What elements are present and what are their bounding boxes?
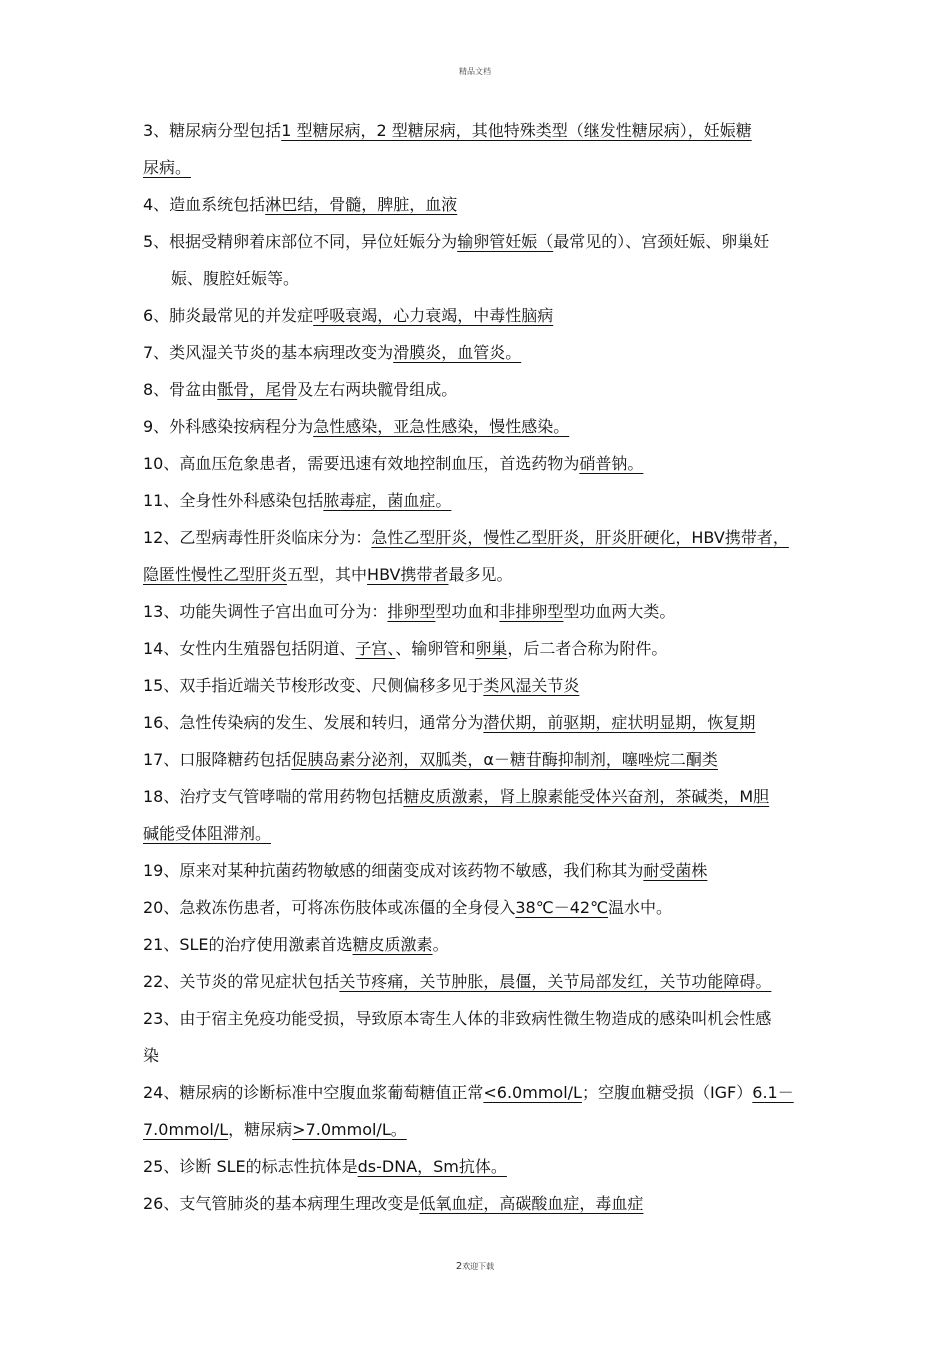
question-line bbox=[143, 926, 449, 963]
answer-text: 碱能受体阻滞剂。 bbox=[143, 824, 272, 843]
answer-text: 急性乙型肝炎，慢性乙型肝炎，肝炎肝硬化，HBV携带者， bbox=[371, 528, 789, 547]
answer-text: ds-DNA，Sm抗体。 bbox=[357, 1157, 507, 1176]
answer-text: 耐受菌株 bbox=[643, 861, 708, 880]
question-text: 11、全身性外科感染包括 bbox=[143, 491, 324, 510]
question-line bbox=[171, 260, 299, 297]
question-text: 6、肺炎最常见的并发症 bbox=[143, 306, 314, 325]
question-text: 娠、腹腔妊娠等。 bbox=[171, 269, 300, 288]
question-item bbox=[143, 519, 891, 593]
answer-text: 低氧血症，高碳酸血症，毒血症 bbox=[419, 1194, 644, 1213]
question-text: 21、SLE的治疗使用激素首选 bbox=[143, 935, 353, 954]
answer-text: 促胰岛素分泌剂，双胍类，α－糖苷酶抑制剂，噻唑烷二酮类 bbox=[291, 750, 718, 769]
question-text: 及左右两块髋骨组成。 bbox=[297, 380, 458, 399]
answer-text: 关节疼痛，关节肿胀，晨僵，关节局部发红，关节功能障碍。 bbox=[339, 972, 772, 991]
question-line bbox=[143, 889, 672, 926]
answer-text: 1 型糖尿病，2 型糖尿病，其他特殊类型（继发性糖尿病），妊娠糖 bbox=[281, 121, 752, 140]
question-line bbox=[143, 963, 771, 1000]
question-item bbox=[143, 778, 891, 852]
answer-text: 非排卵型 bbox=[499, 602, 564, 621]
question-line bbox=[143, 741, 718, 778]
question-text: 15、双手指近端关节梭形改变、尺侧偏移多见于 bbox=[143, 676, 484, 695]
question-text: 12、乙型病毒性肝炎临床分为： bbox=[143, 528, 372, 547]
question-text: 型功血和 bbox=[435, 602, 500, 621]
answer-text: >7.0mmol/L。 bbox=[292, 1120, 407, 1139]
question-text: 16、急性传染病的发生、发展和转归，通常分为 bbox=[143, 713, 484, 732]
answer-text: 骶骨，尾骨 bbox=[217, 380, 298, 399]
answer-text: 输卵管妊娠（ bbox=[457, 232, 554, 251]
question-item bbox=[143, 889, 891, 926]
question-line bbox=[143, 112, 752, 149]
answer-text: 隐匿性慢性乙型肝炎 bbox=[143, 565, 288, 584]
question-item bbox=[143, 630, 891, 667]
question-text: 22、关节炎的常见症状包括 bbox=[143, 972, 340, 991]
page-footer bbox=[0, 1261, 950, 1272]
question-line bbox=[143, 593, 675, 630]
question-item bbox=[143, 1074, 891, 1148]
question-item bbox=[143, 186, 891, 223]
question-item bbox=[143, 1185, 891, 1222]
question-line bbox=[143, 482, 451, 519]
question-text: 4、造血系统包括 bbox=[143, 195, 266, 214]
answer-text: <6.0mmol/L bbox=[483, 1083, 582, 1102]
question-line bbox=[143, 1111, 407, 1148]
question-item bbox=[143, 1148, 891, 1185]
question-item bbox=[143, 1000, 891, 1074]
question-text: 18、治疗支气管哮喘的常用药物包括 bbox=[143, 787, 404, 806]
question-line bbox=[143, 186, 457, 223]
question-text: 17、口服降糖药包括 bbox=[143, 750, 292, 769]
question-line bbox=[143, 334, 521, 371]
answer-text: 7.0mmol/L bbox=[143, 1120, 229, 1139]
question-line bbox=[143, 297, 553, 334]
page-number: 2 bbox=[455, 1261, 463, 1272]
question-text: 3、糖尿病分型包括 bbox=[143, 121, 282, 140]
question-text: 最多见。 bbox=[448, 565, 513, 584]
question-text: 7、类风湿关节炎的基本病理改变为 bbox=[143, 343, 394, 362]
page-header: 精品文档 bbox=[459, 67, 491, 76]
question-line bbox=[143, 1074, 794, 1111]
answer-text: 潜伏期，前驱期，症状明显期，恢复期 bbox=[483, 713, 756, 732]
question-text: 五型，其中 bbox=[287, 565, 368, 584]
question-line bbox=[143, 519, 789, 556]
question-text: 9、外科感染按病程分为 bbox=[143, 417, 314, 436]
question-item bbox=[143, 593, 891, 630]
question-item bbox=[143, 334, 891, 371]
answer-text: 糖皮质激素 bbox=[352, 935, 433, 954]
question-line bbox=[143, 371, 457, 408]
footer-text: 欢迎下载 bbox=[462, 1262, 495, 1271]
question-line bbox=[143, 704, 755, 741]
answer-text: HBV携带者 bbox=[367, 565, 449, 584]
question-text: 型功血两大类。 bbox=[563, 602, 676, 621]
answer-text: 子宫、 bbox=[355, 639, 396, 658]
question-item bbox=[143, 408, 891, 445]
question-line bbox=[143, 1185, 643, 1222]
question-line bbox=[143, 408, 569, 445]
question-text: 10、高血压危象患者，需要迅速有效地控制血压，首选药物为 bbox=[143, 454, 580, 473]
question-line bbox=[143, 815, 271, 852]
question-text: 14、女性内生殖器包括阴道、 bbox=[143, 639, 356, 658]
question-text: 、输卵管和 bbox=[395, 639, 476, 658]
question-text: 8、骨盆由 bbox=[143, 380, 218, 399]
question-item bbox=[143, 297, 891, 334]
question-text: 25、诊断 SLE的标志性抗体是 bbox=[143, 1157, 358, 1176]
question-line bbox=[143, 778, 769, 815]
question-line bbox=[143, 1037, 159, 1074]
question-item bbox=[143, 704, 891, 741]
answer-text: 淋巴结，骨髓，脾脏，血液 bbox=[265, 195, 458, 214]
answer-text: 38℃－42℃ bbox=[515, 898, 609, 917]
answer-text: 卵巢 bbox=[475, 639, 508, 658]
answer-text: 急性感染，亚急性感染，慢性感染。 bbox=[313, 417, 570, 436]
question-line bbox=[143, 223, 769, 260]
question-text: 染 bbox=[143, 1046, 160, 1065]
question-item bbox=[143, 482, 891, 519]
question-item bbox=[143, 667, 891, 704]
question-line bbox=[143, 445, 643, 482]
answer-text: 滑膜炎，血管炎。 bbox=[393, 343, 522, 362]
question-item bbox=[143, 741, 891, 778]
answer-text: 排卵型 bbox=[387, 602, 436, 621]
question-text: 机会性感 bbox=[707, 1009, 772, 1028]
answer-text: 硝普钠。 bbox=[579, 454, 644, 473]
question-text: 20、急救冻伤患者，可将冻伤肢体或冻僵的全身侵入 bbox=[143, 898, 516, 917]
question-item bbox=[143, 445, 891, 482]
question-text: 26、支气管肺炎的基本病理生理改变是 bbox=[143, 1194, 420, 1213]
question-item bbox=[143, 852, 891, 889]
question-line bbox=[143, 149, 191, 186]
question-item bbox=[143, 371, 891, 408]
question-item bbox=[143, 963, 891, 1000]
question-text: 23、由于宿主免疫功能受损，导致原本寄生人体的非致病性微生物造成的感染叫 bbox=[143, 1009, 708, 1028]
question-item bbox=[143, 223, 891, 297]
answer-text: 类风湿关节炎 bbox=[483, 676, 580, 695]
question-line bbox=[143, 1000, 771, 1037]
answer-text: 6.1－ bbox=[752, 1083, 794, 1102]
answer-text: 糖皮质激素，肾上腺素能受体兴奋剂，茶碱类，M胆 bbox=[403, 787, 770, 806]
question-text: 13、功能失调性子宫出血可分为： bbox=[143, 602, 388, 621]
question-text: 。 bbox=[432, 935, 449, 954]
question-line bbox=[143, 852, 707, 889]
question-text: 最常见的）、宫颈妊娠、卵巢妊 bbox=[553, 232, 770, 251]
question-line bbox=[143, 1148, 507, 1185]
answer-text: 呼吸衰竭，心力衰竭，中毒性脑病 bbox=[313, 306, 554, 325]
question-item bbox=[143, 112, 891, 186]
question-text: 19、原来对某种抗菌药物敏感的细菌变成对该药物不敏感，我们称其为 bbox=[143, 861, 644, 880]
question-text: 5、根据受精卵着床部位不同，异位妊娠分为 bbox=[143, 232, 458, 251]
question-text: ，糖尿病 bbox=[228, 1120, 293, 1139]
question-line bbox=[143, 630, 667, 667]
answer-text: 脓毒症，菌血症。 bbox=[323, 491, 452, 510]
question-text: 24、糖尿病的诊断标准中空腹血浆葡萄糖值正常 bbox=[143, 1083, 484, 1102]
answer-text: 尿病。 bbox=[143, 158, 192, 177]
question-line bbox=[143, 667, 579, 704]
question-text: 温水中。 bbox=[608, 898, 673, 917]
question-line bbox=[143, 556, 513, 593]
question-item bbox=[143, 926, 891, 963]
question-text: ；空腹血糖受损（IGF） bbox=[581, 1083, 753, 1102]
question-text: ，后二者合称为附件。 bbox=[507, 639, 668, 658]
